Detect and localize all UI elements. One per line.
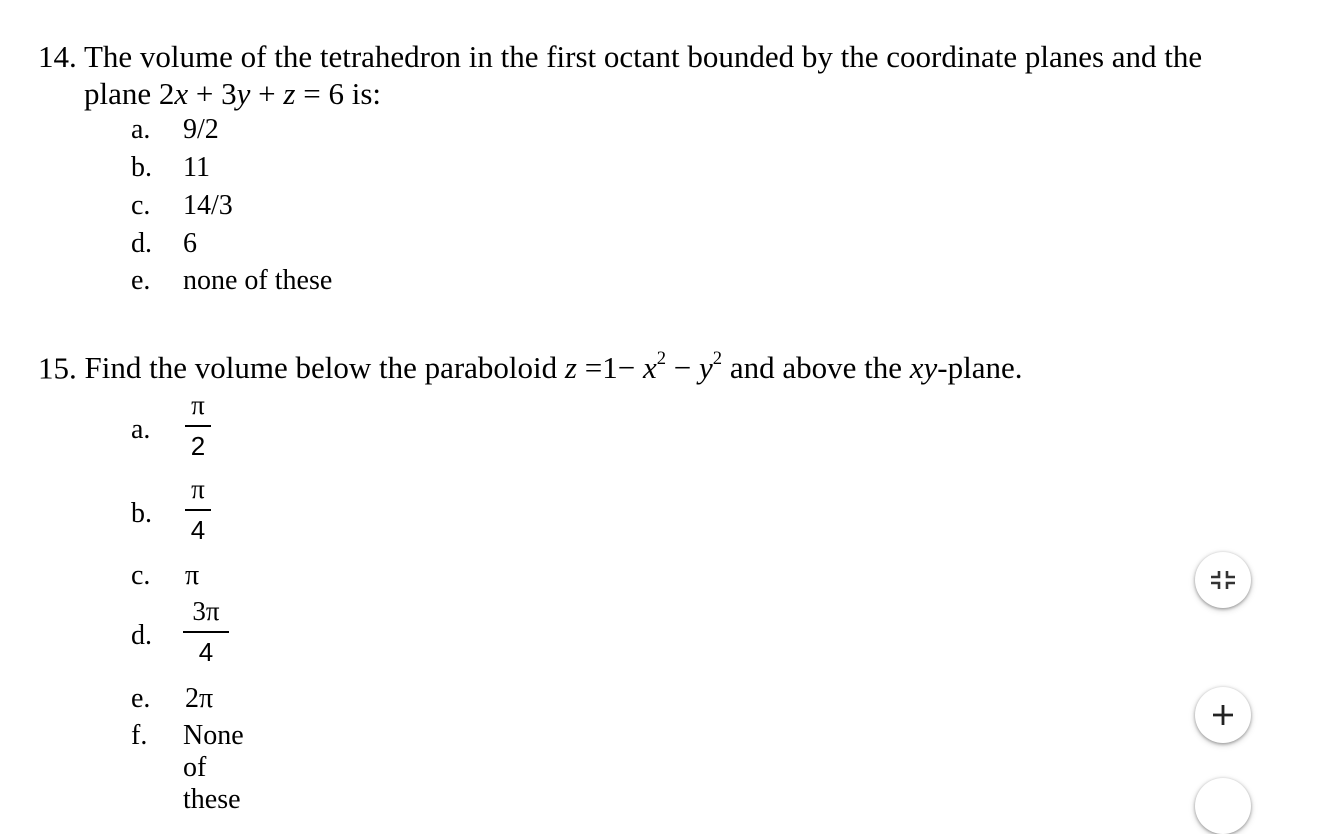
question-number: 14. xyxy=(38,39,77,74)
add-button[interactable] xyxy=(1195,687,1251,743)
option-b-letter: b. xyxy=(131,498,152,529)
question-15 xyxy=(38,343,1022,386)
option-d-fraction: 3π 4 xyxy=(183,596,229,667)
option-a-letter: a. xyxy=(131,414,151,445)
option-f-value: None of these xyxy=(183,720,244,815)
option-e-letter: e. xyxy=(131,683,151,714)
partial-fab-button[interactable] xyxy=(1195,778,1251,834)
collapse-button[interactable] xyxy=(1195,552,1251,608)
option-e-value: 2π xyxy=(185,683,214,714)
question-number: 15. xyxy=(38,350,77,386)
question-14-line-2: plane 2x + 3y + z = 6 is: xyxy=(84,76,381,111)
question-text: Find the volume below the paraboloid $z =1- x^2 - y^2$ and above the xy-plane. xyxy=(84,348,1023,386)
option-a-fraction: π 2 xyxy=(185,390,211,461)
question-14 xyxy=(38,38,1298,112)
collapse-arrows-icon xyxy=(1209,569,1237,591)
question-text: The volume of the tetrahedron in the first octant bounded by the coordinate planes and the xyxy=(83,39,1203,74)
option-c-letter: c. xyxy=(131,560,151,591)
option-f-letter: f. xyxy=(131,720,148,751)
option-d-letter: d. xyxy=(131,620,152,651)
option-b-fraction: π 4 xyxy=(185,474,211,545)
option-c-value: π xyxy=(185,560,200,591)
question-14-line-1 xyxy=(38,38,1298,75)
plus-icon xyxy=(1211,703,1235,727)
